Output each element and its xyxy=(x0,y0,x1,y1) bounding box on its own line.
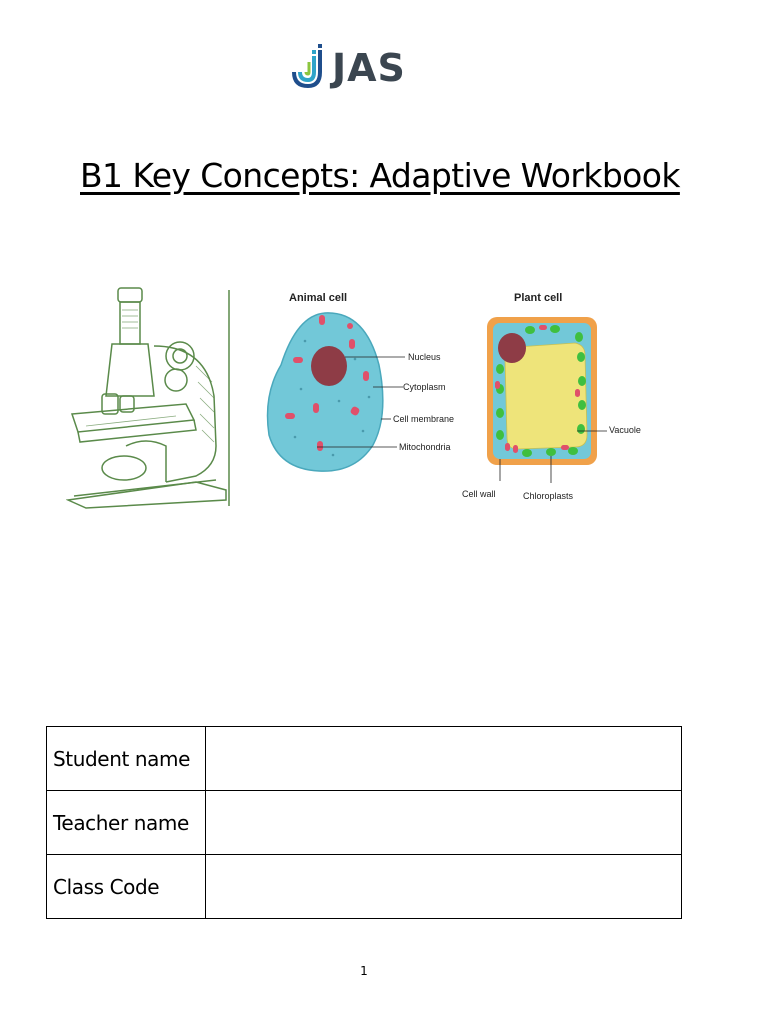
teacher-name-field[interactable] xyxy=(206,791,682,855)
label-mitochondria: Mitochondria xyxy=(399,442,451,452)
page-title: B1 Key Concepts: Adaptive Workbook xyxy=(80,156,680,195)
label-cell-membrane: Cell membrane xyxy=(393,414,455,424)
jas-logo xyxy=(290,44,440,90)
table-row xyxy=(47,855,682,919)
student-name-field[interactable] xyxy=(206,727,682,791)
table-row xyxy=(47,791,682,855)
label-cytoplasm: Cytoplasm xyxy=(403,382,446,392)
jas-logo-mark-icon xyxy=(290,44,334,90)
class-code-label: Class Code xyxy=(47,855,206,919)
label-nucleus: Nucleus xyxy=(408,352,441,362)
microscope-illustration xyxy=(66,286,232,510)
table-row xyxy=(47,727,682,791)
label-chloroplasts: Chloroplasts xyxy=(523,491,574,501)
teacher-name-label: Teacher name xyxy=(47,791,206,855)
cell-diagram xyxy=(255,285,655,510)
plant-cell xyxy=(487,317,597,465)
page-number: 1 xyxy=(360,964,368,978)
animal-cell-title: Animal cell xyxy=(289,292,348,304)
label-vacuole: Vacuole xyxy=(609,425,641,435)
class-code-field[interactable] xyxy=(206,855,682,919)
logo-text: JAS xyxy=(332,46,406,90)
plant-cell-title: Plant cell xyxy=(514,292,563,304)
student-info-table xyxy=(46,726,682,919)
label-cell-wall: Cell wall xyxy=(462,489,496,499)
student-name-label: Student name xyxy=(47,727,206,791)
animal-cell xyxy=(268,313,383,471)
